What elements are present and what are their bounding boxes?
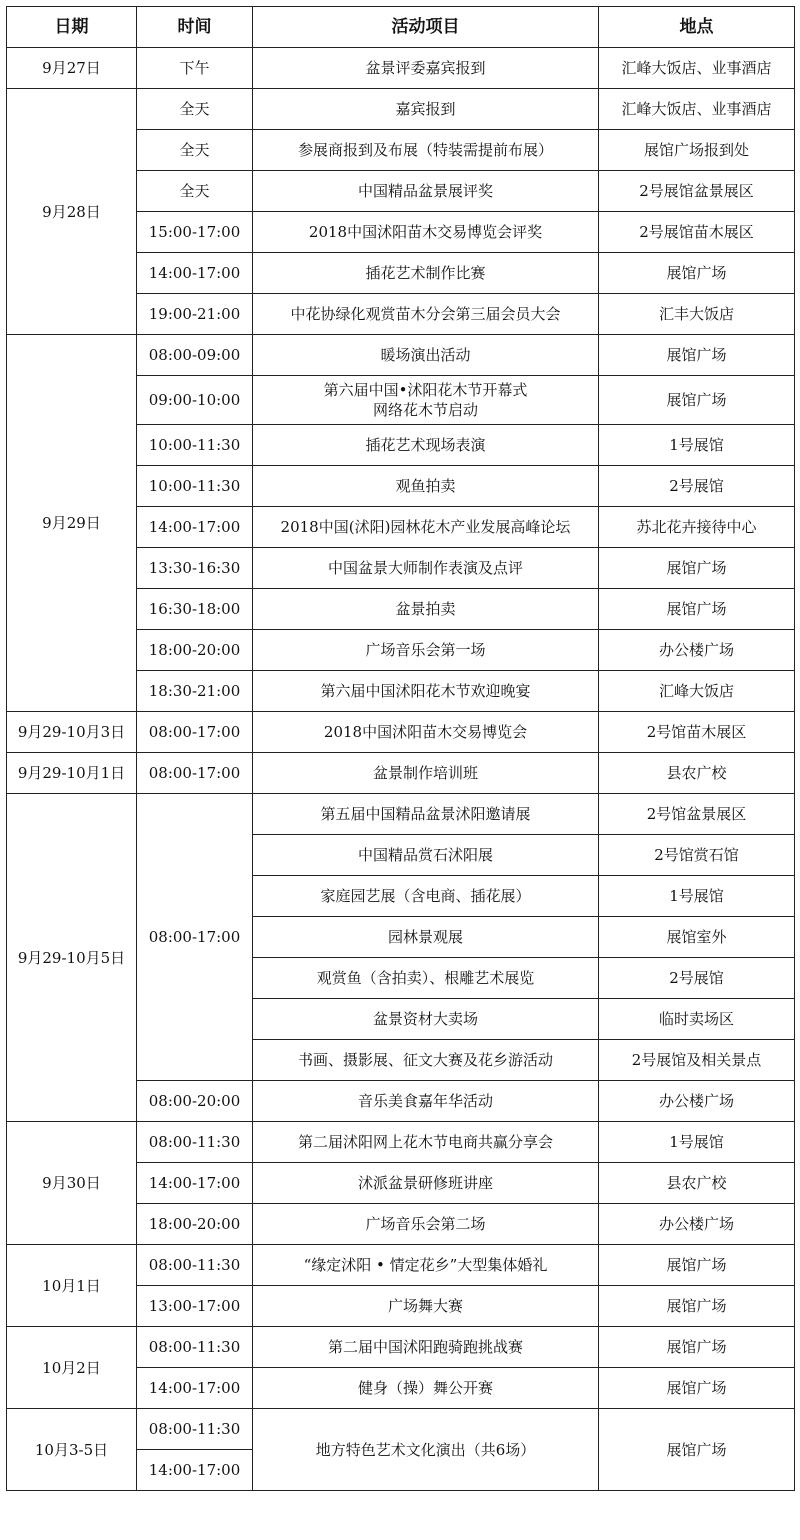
activity-cell: 音乐美食嘉年华活动 [253,1081,599,1122]
activity-cell: 第二届中国沭阳跑骑跑挑战赛 [253,1327,599,1368]
time-cell: 08:00-11:30 [137,1122,253,1163]
place-cell: 办公楼广场 [599,630,795,671]
place-cell: 2号馆赏石馆 [599,835,795,876]
activity-cell: 2018中国(沭阳)园林花木产业发展高峰论坛 [253,507,599,548]
activity-cell: 嘉宾报到 [253,89,599,130]
place-cell: 展馆广场 [599,1327,795,1368]
date-cell: 9月29-10月1日 [7,753,137,794]
activity-cell: 观鱼拍卖 [253,466,599,507]
place-cell: 办公楼广场 [599,1204,795,1245]
time-cell: 14:00-17:00 [137,1163,253,1204]
date-cell: 9月29-10月3日 [7,712,137,753]
time-cell: 18:30-21:00 [137,671,253,712]
place-cell: 2号展馆 [599,958,795,999]
place-cell: 展馆广场 [599,589,795,630]
activity-cell: 2018中国沭阳苗木交易博览会 [253,712,599,753]
time-cell: 13:00-17:00 [137,1286,253,1327]
place-cell: 展馆广场 [599,1245,795,1286]
activity-cell: 健身（操）舞公开赛 [253,1368,599,1409]
date-cell: 9月27日 [7,48,137,89]
time-cell: 08:00-20:00 [137,1081,253,1122]
table-row [7,1122,795,1163]
time-cell: 全天 [137,171,253,212]
time-cell: 18:00-20:00 [137,630,253,671]
place-cell: 1号展馆 [599,425,795,466]
table-row [7,794,795,835]
table-row [7,48,795,89]
activity-cell: 沭派盆景研修班讲座 [253,1163,599,1204]
table-row [7,335,795,376]
activity-cell: 暖场演出活动 [253,335,599,376]
place-cell: 办公楼广场 [599,1081,795,1122]
time-cell: 09:00-10:00 [137,376,253,425]
activity-cell: 盆景评委嘉宾报到 [253,48,599,89]
activity-cell: 观赏鱼（含拍卖）、根雕艺术展览 [253,958,599,999]
activity-cell: 家庭园艺展（含电商、插花展） [253,876,599,917]
time-cell: 14:00-17:00 [137,1450,253,1491]
place-cell: 展馆室外 [599,917,795,958]
activity-cell: 中花协绿化观赏苗木分会第三届会员大会 [253,294,599,335]
place-cell: 展馆广场 [599,335,795,376]
date-cell: 9月29日 [7,335,137,712]
header-time: 时间 [137,7,253,48]
place-cell: 苏北花卉接待中心 [599,507,795,548]
activity-cell: 书画、摄影展、征文大赛及花乡游活动 [253,1040,599,1081]
place-cell: 展馆广场 [599,253,795,294]
activity-cell: “缘定沭阳 • 情定花乡”大型集体婚礼 [253,1245,599,1286]
table-row [7,1245,795,1286]
place-cell: 2号馆苗木展区 [599,712,795,753]
date-cell: 9月28日 [7,89,137,335]
place-cell: 展馆广场 [599,376,795,425]
time-cell: 08:00-17:00 [137,712,253,753]
place-cell: 2号展馆苗木展区 [599,212,795,253]
schedule-table [6,6,795,1491]
schedule-body [7,48,795,1491]
time-cell: 全天 [137,89,253,130]
time-cell: 10:00-11:30 [137,425,253,466]
table-row [7,1327,795,1368]
time-cell: 13:30-16:30 [137,548,253,589]
activity-cell: 插花艺术制作比赛 [253,253,599,294]
date-cell: 9月30日 [7,1122,137,1245]
activity-cell: 中国精品盆景展评奖 [253,171,599,212]
header-date: 日期 [7,7,137,48]
activity-cell: 第六届中国•沭阳花木节开幕式 网络花木节启动 [253,376,599,425]
place-cell: 县农广校 [599,753,795,794]
date-cell: 9月29-10月5日 [7,794,137,1122]
date-cell: 10月1日 [7,1245,137,1327]
header-row [7,7,795,48]
table-row [7,1409,795,1450]
activity-cell: 盆景制作培训班 [253,753,599,794]
place-cell: 2号馆盆景展区 [599,794,795,835]
activity-cell: 盆景资材大卖场 [253,999,599,1040]
place-cell: 2号展馆 [599,466,795,507]
time-cell: 15:00-17:00 [137,212,253,253]
activity-cell: 第二届沭阳网上花木节电商共赢分享会 [253,1122,599,1163]
activity-cell: 地方特色艺术文化演出（共6场） [253,1409,599,1491]
activity-cell: 插花艺术现场表演 [253,425,599,466]
activity-cell: 广场舞大赛 [253,1286,599,1327]
place-cell: 2号展馆盆景展区 [599,171,795,212]
activity-cell: 第五届中国精品盆景沭阳邀请展 [253,794,599,835]
activity-cell: 盆景拍卖 [253,589,599,630]
place-cell: 汇峰大饭店、业事酒店 [599,89,795,130]
header-activity: 活动项目 [253,7,599,48]
place-cell: 1号展馆 [599,876,795,917]
activity-cell: 广场音乐会第二场 [253,1204,599,1245]
place-cell: 展馆广场 [599,1286,795,1327]
place-cell: 展馆广场 [599,1368,795,1409]
place-cell: 县农广校 [599,1163,795,1204]
time-cell: 19:00-21:00 [137,294,253,335]
activity-cell: 2018中国沭阳苗木交易博览会评奖 [253,212,599,253]
place-cell: 临时卖场区 [599,999,795,1040]
table-row [7,753,795,794]
activity-cell: 参展商报到及布展（特装需提前布展） [253,130,599,171]
place-cell: 汇丰大饭店 [599,294,795,335]
time-cell: 14:00-17:00 [137,507,253,548]
time-cell: 14:00-17:00 [137,253,253,294]
time-cell: 08:00-11:30 [137,1409,253,1450]
place-cell: 汇峰大饭店 [599,671,795,712]
time-cell: 16:30-18:00 [137,589,253,630]
place-cell: 展馆广场 [599,1409,795,1491]
time-cell: 08:00-11:30 [137,1327,253,1368]
activity-cell: 中国精品赏石沭阳展 [253,835,599,876]
time-cell: 08:00-11:30 [137,1245,253,1286]
time-cell: 10:00-11:30 [137,466,253,507]
place-cell: 2号展馆及相关景点 [599,1040,795,1081]
time-cell: 08:00-17:00 [137,794,253,1081]
activity-cell: 中国盆景大师制作表演及点评 [253,548,599,589]
place-cell: 1号展馆 [599,1122,795,1163]
table-row [7,712,795,753]
time-cell: 全天 [137,130,253,171]
time-cell: 08:00-09:00 [137,335,253,376]
time-cell: 08:00-17:00 [137,753,253,794]
activity-cell: 广场音乐会第一场 [253,630,599,671]
place-cell: 展馆广场报到处 [599,130,795,171]
date-cell: 10月3-5日 [7,1409,137,1491]
table-row [7,89,795,130]
header-place: 地点 [599,7,795,48]
time-cell: 14:00-17:00 [137,1368,253,1409]
activity-cell: 第六届中国沭阳花木节欢迎晚宴 [253,671,599,712]
time-cell: 18:00-20:00 [137,1204,253,1245]
activity-cell: 园林景观展 [253,917,599,958]
time-cell: 下午 [137,48,253,89]
place-cell: 展馆广场 [599,548,795,589]
date-cell: 10月2日 [7,1327,137,1409]
place-cell: 汇峰大饭店、业事酒店 [599,48,795,89]
